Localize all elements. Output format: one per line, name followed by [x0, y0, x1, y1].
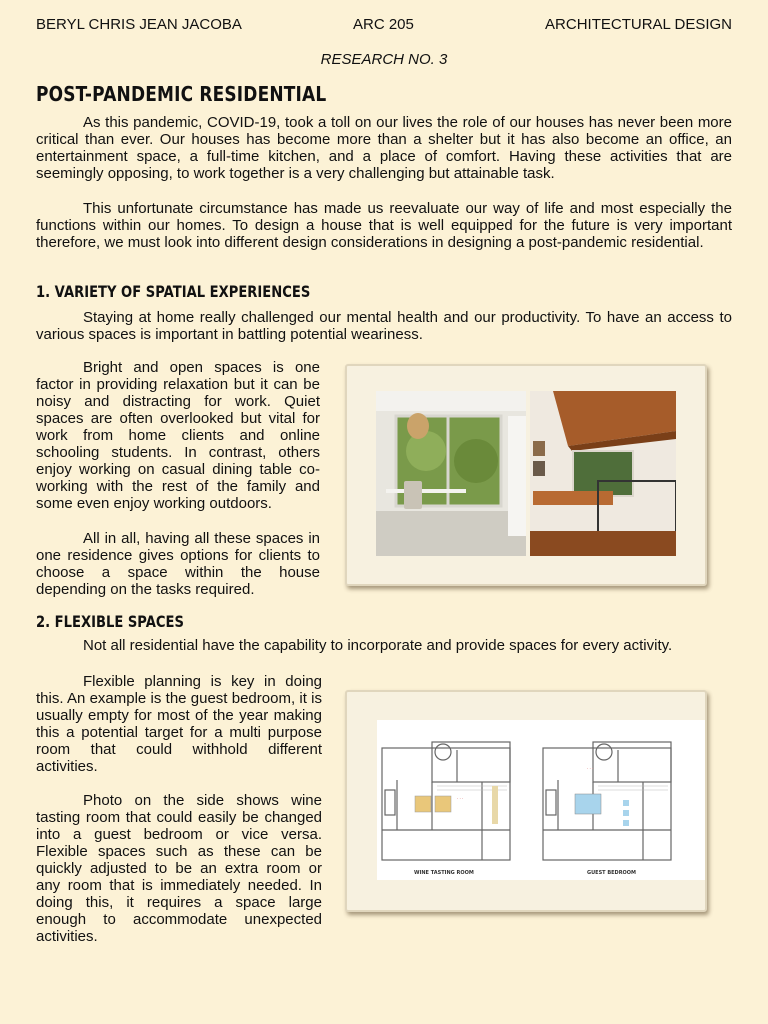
page-title: POST-PANDEMIC RESIDENTIAL	[36, 82, 327, 106]
research-number: RESEARCH NO. 3	[320, 51, 448, 68]
section-2-paragraph-2: Photo on the side shows wine tasting room that could easily be changed into a guest bedroom or vice versa. Flexible spaces such as these can be quickly adjusted to be an extra room or any room that is immediately needed. In doing this, it requires a space large enough to accommodate unexpected activities.	[36, 792, 322, 945]
section-1-paragraph-2: All in all, having all these spaces in one residence gives options for clients to choose a space within the house depending on the tasks required.	[36, 530, 320, 598]
course-code: ARC 205	[353, 16, 414, 33]
floor-plan-frame	[345, 690, 707, 912]
study-nook-photo	[528, 391, 676, 556]
intro-paragraph-2: This unfortunate circumstance has made us reevaluate our way of life and most especially the functions within our homes. To design a house that is well equipped for the future is very important therefore, we must look into different design considerations in designing a post-pandemic residential.	[36, 200, 732, 251]
section-2-lead: Not all residential have the capability to incorporate and provide spaces for every activity.	[83, 637, 673, 654]
intro-paragraph-1: As this pandemic, COVID-19, took a toll on our lives the role of our houses has never been more critical than ever. Our houses has become more than a shelter but it has also become an office, an entertainment space, a full-time kitchen, and a place of comfort. Having these activities that are seemingly opposing, to work together is a very challenging but attainable task.	[36, 114, 732, 182]
section-2-paragraph-1: Flexible planning is key in doing this. An example is the guest bedroom, it is usually empty for most of the year making this a potential target for a multi purpose room that could withhold different activities.	[36, 673, 322, 775]
floor-plans-image	[377, 720, 705, 880]
svg-text:· · ·: · · ·	[587, 766, 594, 771]
section-1-lead: Staying at home really challenged our mental health and our productivity. To have an access to various spaces is important in battling potential weariness.	[36, 309, 732, 343]
plan-label-guest-bedroom: GUEST BEDROOM	[587, 870, 637, 876]
svg-text:· · ·: · · ·	[457, 796, 464, 801]
section-2-heading: 2. FLEXIBLE SPACES	[36, 612, 184, 631]
section-1-paragraph-1: Bright and open spaces is one factor in providing relaxation but it can be noisy and distracting for work. Quiet spaces are often overlooked but vital for work from home clients and online schooling students. In contrast, others enjoy working on casual dining table co-working with the rest of the family and some even enjoy working outdoors.	[36, 359, 320, 512]
author-name: BERYL CHRIS JEAN JACOBA	[36, 16, 242, 33]
course-subject: ARCHITECTURAL DESIGN	[545, 16, 732, 33]
section-1-heading: 1. VARIETY OF SPATIAL EXPERIENCES	[36, 282, 311, 301]
home-office-photo	[376, 391, 526, 556]
interior-photo-frame	[345, 364, 707, 586]
plan-label-wine-tasting: WINE TASTING ROOM	[414, 870, 474, 876]
